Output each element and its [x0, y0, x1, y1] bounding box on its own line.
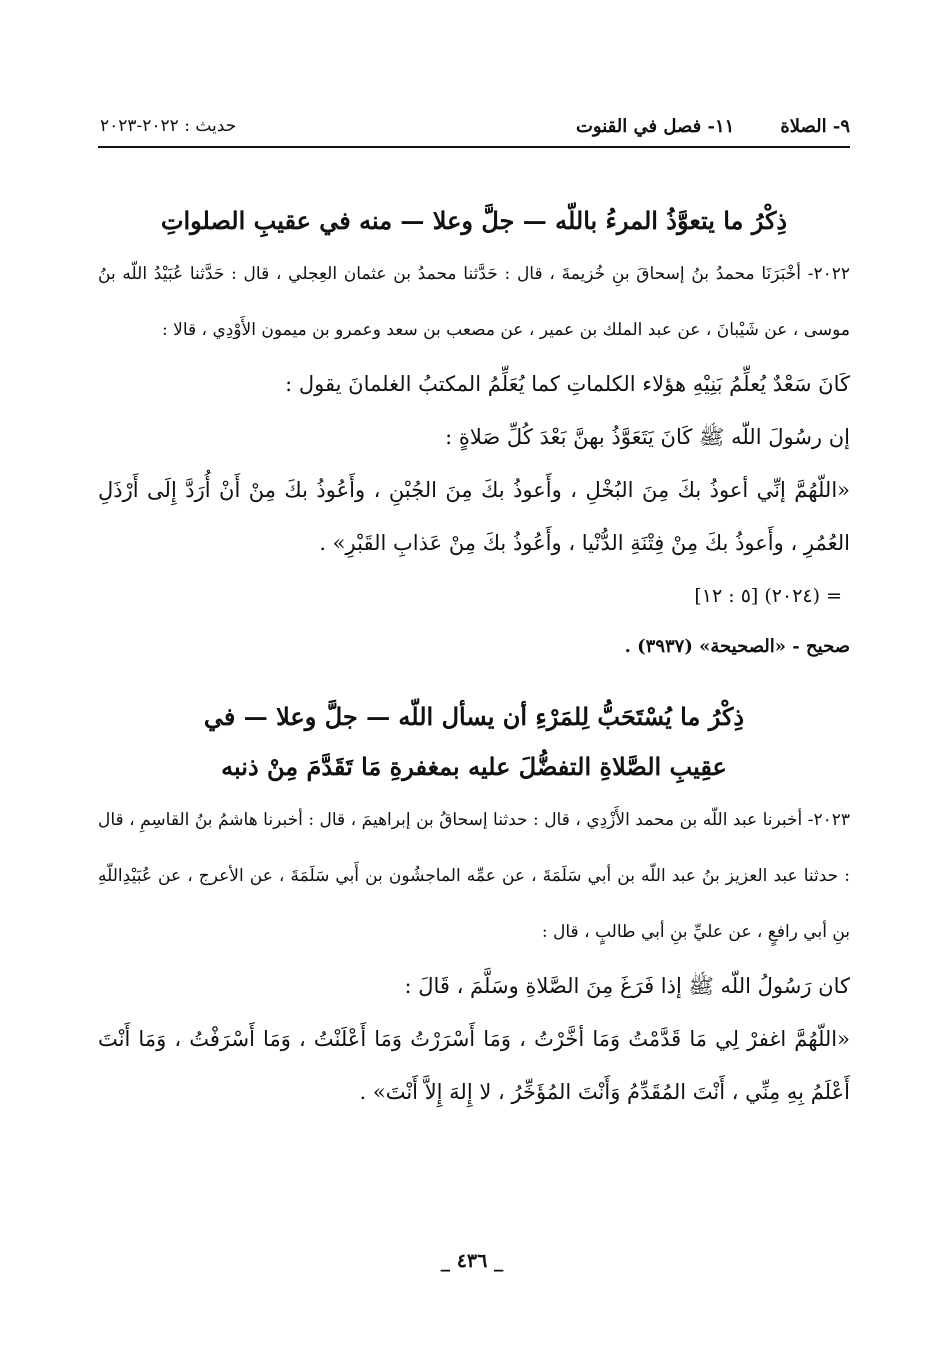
- book-page: [98, 108, 850, 1119]
- hadith-2023-isnad: ٢٠٢٣- أخبرنا عبد اللّه بن محمد الأَزْدِي ، قال : حدثنا إسحاقُ بن إبراهيمَ ، قال : أخبرنا هاشمُ بنُ القاسِمِ ، قال : حدثنا عبد العزيز بنُ عبد اللّه بن أبي سَلَمَةَ ، عن عمِّه الماجشُون بن أَبي سَلَمَةَ ، عن الأعرج ، عن عُبَيْدِاللّهِ بنِ أبي رافعٍ ، عن عليِّ بنِ أبي طالبٍ ، قال :: [98, 810, 850, 942]
- header-chapter-section: [576, 116, 850, 137]
- reference-text: = (٢٠٢٤) [٥ : ١٢]: [694, 585, 842, 607]
- hadith-2022-isnad: ٢٠٢٢- أخْبَرَنَا محمدُ بنُ إسحاقَ بنِ خُزيمةَ ، قال : حَدَّثنا محمدُ بن عثمان العِجلي ، قال : حَدَّثنا عُبَيْدُ اللّه بنُ موسى ، عن شَيْبانَ ، عن عبد الملك بن عمير ، عن مصعب بن سعد وعمرو بن ميمون الأَوْدِي ، قالا :: [98, 264, 850, 340]
- hadith-2022-grade: صحيح - «الصحيحة» (٣٩٣٧) .: [624, 636, 850, 657]
- header-hadith-range: حديث : ٢٠٢٢-٢٠٢٣: [100, 116, 237, 136]
- chapter-heading-2-line-2: عقِيبِ الصَّلاةِ التفضُّلَ عليه بمغفرةِ مَا تَقَدَّمَ مِنْ ذنبه: [221, 752, 727, 781]
- hadith-2022-text-line-1: كَانَ سَعْدٌ يُعلِّمُ بَنِيْهِ هؤلاء الكلماتِ كما يُعَلِّمُ المكتبُ الغلمانَ يقول :: [285, 372, 850, 396]
- chapter-heading-2-line-1: ذِكْرُ ما يُسْتَحَبُّ لِلمَرْءِ أن يسأل اللّه — جلَّ وعلا — في: [203, 702, 745, 731]
- hadith-2022-reference: [98, 570, 850, 622]
- header-section: ١١- فصل في القنوت: [575, 116, 735, 137]
- hadith-2023-text-line: كان رَسُولُ اللّه ﷺ إذا فَرَغَ مِنَ الصَّلاةِ وسَلَّمَ ، قَالَ :: [404, 974, 850, 998]
- hadith-2022-dua: «اللّهُمَّ إنِّي أعوذُ بكَ مِنَ البُخْلِ ، وأَعوذُ بكَ مِنَ الجُبْنِ ، وأَعُوذُ بكَ مِنْ أَنْ أُرَدَّ إِلَى أَرْذَلِ العُمُرِ ، وأَعوذُ بكَ مِنْ فِتْنَةِ الدُّنْيا ، وأَعُوذُ بكَ مِنْ عَذابِ القَبْرِ» .: [98, 478, 850, 555]
- page-number: _ ٤٣٦ _: [440, 1250, 504, 1272]
- hadith-2022-text-line-2: إن رسُولَ اللّه ﷺ كَانَ يَتَعَوَّذُ بهنَّ بَعْدَ كُلِّ صَلاةٍ :: [445, 425, 850, 449]
- hadith-2023-dua: «اللّهُمَّ اغفرْ لِي مَا قَدَّمْتُ وَمَا أخَّرْتُ ، وَمَا أَسْرَرْتُ وَمَا أَعْلَنْتُ ، وَمَا أَسْرَفْتُ ، وَمَا أَنْتَ أَعْلَمُ بِهِ مِنِّي ، أَنْتَ المُقَدِّمُ وَأَنْتَ المُؤَخِّرُ ، لا إِلهَ إِلاَّ أَنْتَ» .: [98, 1027, 850, 1104]
- chapter-heading-1: ذِكْرُ ما يتعوَّذُ المرءُ باللّه — جلَّ وعلا — منه في عقيبِ الصلواتِ: [160, 206, 788, 235]
- header-chapter: ٩- الصلاة: [780, 116, 850, 137]
- running-header: [98, 108, 850, 148]
